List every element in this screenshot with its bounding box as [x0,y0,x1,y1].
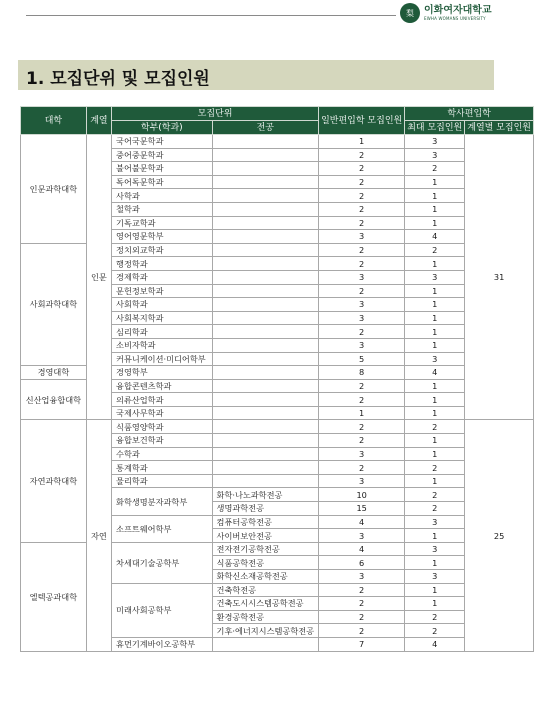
major-cell [212,366,319,380]
department-cell: 경제학과 [112,270,212,284]
major-cell: 건축도시시스템공학전공 [212,597,319,611]
department-cell: 사학과 [112,189,212,203]
major-cell [212,175,319,189]
max-quota-cell: 1 [405,284,465,298]
major-cell [212,447,319,461]
max-quota-cell: 1 [405,216,465,230]
university-logo [400,3,492,23]
major-cell [212,637,319,651]
department-cell: 수학과 [112,447,212,461]
general-quota-cell: 7 [319,637,405,651]
field-total-cell: 31 [465,135,534,420]
max-quota-cell: 3 [405,515,465,529]
college-cell: 엘텍공과대학 [21,542,87,651]
department-cell: 미래사회공학부 [112,583,212,637]
table-row [21,420,534,434]
major-cell: 사이버보안전공 [212,529,319,543]
department-cell: 철학과 [112,202,212,216]
department-cell: 행정학과 [112,257,212,271]
section-title-bar [18,60,494,90]
major-cell [212,298,319,312]
header-rule [26,15,396,16]
department-cell: 소비자학과 [112,338,212,352]
general-quota-cell: 1 [319,406,405,420]
header-general-transfer: 일반편입학 모집인원 [319,107,405,135]
header-bachelor-transfer: 학사편입학 [405,107,534,121]
header-field-quota: 계열별 모집인원 [465,121,534,135]
general-quota-cell: 2 [319,175,405,189]
header-department: 학부(학과) [112,121,212,135]
header-max-quota: 최대 모집인원 [405,121,465,135]
general-quota-cell: 4 [319,542,405,556]
general-quota-cell: 3 [319,447,405,461]
department-cell: 불어불문학과 [112,162,212,176]
general-quota-cell: 2 [319,610,405,624]
major-cell: 전자전기공학전공 [212,542,319,556]
max-quota-cell: 2 [405,624,465,638]
major-cell: 환경공학전공 [212,610,319,624]
max-quota-cell: 1 [405,175,465,189]
max-quota-cell: 1 [405,406,465,420]
general-quota-cell: 6 [319,556,405,570]
general-quota-cell: 2 [319,162,405,176]
major-cell [212,311,319,325]
general-quota-cell: 3 [319,230,405,244]
section-title: 1. 모집단위 및 모집인원 [26,69,210,89]
department-cell: 차세대기술공학부 [112,542,212,583]
max-quota-cell: 1 [405,325,465,339]
major-cell [212,420,319,434]
general-quota-cell: 2 [319,379,405,393]
major-cell [212,148,319,162]
seal-icon: 梨 [400,3,420,23]
general-quota-cell: 2 [319,325,405,339]
max-quota-cell: 1 [405,311,465,325]
major-cell [212,135,319,149]
department-cell: 문헌정보학과 [112,284,212,298]
max-quota-cell: 1 [405,556,465,570]
max-quota-cell: 1 [405,298,465,312]
general-quota-cell: 3 [319,270,405,284]
max-quota-cell: 2 [405,610,465,624]
department-cell: 국어국문학과 [112,135,212,149]
department-cell: 커뮤니케이션·미디어학부 [112,352,212,366]
major-cell [212,474,319,488]
general-quota-cell: 10 [319,488,405,502]
max-quota-cell: 2 [405,420,465,434]
general-quota-cell: 2 [319,393,405,407]
college-cell: 신산업융합대학 [21,379,87,420]
max-quota-cell: 1 [405,393,465,407]
max-quota-cell: 2 [405,488,465,502]
header-major: 전공 [212,121,319,135]
major-cell [212,338,319,352]
max-quota-cell: 1 [405,257,465,271]
major-cell: 화학·나노과학전공 [212,488,319,502]
field-total-cell: 25 [465,420,534,651]
max-quota-cell: 1 [405,338,465,352]
department-cell: 의류산업학과 [112,393,212,407]
department-cell: 영어영문학부 [112,230,212,244]
general-quota-cell: 2 [319,434,405,448]
general-quota-cell: 2 [319,420,405,434]
general-quota-cell: 15 [319,502,405,516]
table-row [21,135,534,149]
max-quota-cell: 1 [405,379,465,393]
logo-english: EWHA WOMANS UNIVERSITY [424,15,486,21]
max-quota-cell: 2 [405,243,465,257]
department-cell: 화학생명분자과학부 [112,488,212,515]
major-cell [212,230,319,244]
general-quota-cell: 2 [319,257,405,271]
max-quota-cell: 1 [405,202,465,216]
department-cell: 식품영양학과 [112,420,212,434]
general-quota-cell: 2 [319,243,405,257]
department-cell: 기독교학과 [112,216,212,230]
admission-quota-table [20,106,534,652]
max-quota-cell: 3 [405,148,465,162]
general-quota-cell: 2 [319,284,405,298]
major-cell [212,379,319,393]
general-quota-cell: 2 [319,597,405,611]
header-field: 계열 [86,107,111,135]
major-cell [212,406,319,420]
general-quota-cell: 1 [319,135,405,149]
max-quota-cell: 1 [405,529,465,543]
general-quota-cell: 2 [319,189,405,203]
field-cell: 자연 [86,420,111,651]
department-cell: 사회복지학과 [112,311,212,325]
max-quota-cell: 3 [405,135,465,149]
college-cell: 경영대학 [21,366,87,380]
general-quota-cell: 3 [319,570,405,584]
major-cell: 컴퓨터공학전공 [212,515,319,529]
major-cell: 생명과학전공 [212,502,319,516]
general-quota-cell: 2 [319,624,405,638]
major-cell [212,284,319,298]
general-quota-cell: 4 [319,515,405,529]
max-quota-cell: 1 [405,189,465,203]
general-quota-cell: 3 [319,474,405,488]
department-cell: 소프트웨어학부 [112,515,212,542]
major-cell [212,325,319,339]
max-quota-cell: 4 [405,230,465,244]
major-cell [212,202,319,216]
major-cell: 건축학전공 [212,583,319,597]
max-quota-cell: 3 [405,542,465,556]
department-cell: 심리학과 [112,325,212,339]
college-cell: 사회과학대학 [21,243,87,365]
general-quota-cell: 2 [319,216,405,230]
max-quota-cell: 1 [405,583,465,597]
general-quota-cell: 8 [319,366,405,380]
general-quota-cell: 3 [319,529,405,543]
major-cell [212,352,319,366]
max-quota-cell: 1 [405,474,465,488]
department-cell: 경영학부 [112,366,212,380]
header-unit: 모집단위 [112,107,319,121]
major-cell [212,270,319,284]
major-cell [212,393,319,407]
college-cell: 자연과학대학 [21,420,87,542]
major-cell [212,216,319,230]
max-quota-cell: 3 [405,270,465,284]
general-quota-cell: 2 [319,148,405,162]
max-quota-cell: 3 [405,570,465,584]
major-cell: 기후·에너지시스템공학전공 [212,624,319,638]
max-quota-cell: 1 [405,597,465,611]
major-cell [212,189,319,203]
general-quota-cell: 2 [319,461,405,475]
department-cell: 융합보건학과 [112,434,212,448]
logo-korean: 이화여자대학교 [424,4,492,16]
max-quota-cell: 2 [405,502,465,516]
max-quota-cell: 4 [405,637,465,651]
department-cell: 정치외교학과 [112,243,212,257]
max-quota-cell: 1 [405,447,465,461]
department-cell: 국제사무학과 [112,406,212,420]
department-cell: 휴먼기계바이오공학부 [112,637,212,651]
college-cell: 인문과학대학 [21,135,87,244]
max-quota-cell: 2 [405,461,465,475]
major-cell: 화학신소재공학전공 [212,570,319,584]
max-quota-cell: 4 [405,366,465,380]
department-cell: 융합콘텐츠학과 [112,379,212,393]
department-cell: 중어중문학과 [112,148,212,162]
major-cell [212,162,319,176]
major-cell [212,243,319,257]
department-cell: 사회학과 [112,298,212,312]
header-college: 대학 [21,107,87,135]
general-quota-cell: 2 [319,583,405,597]
department-cell: 독어독문학과 [112,175,212,189]
major-cell [212,461,319,475]
field-cell: 인문 [86,135,111,420]
major-cell [212,257,319,271]
general-quota-cell: 3 [319,298,405,312]
max-quota-cell: 1 [405,434,465,448]
general-quota-cell: 5 [319,352,405,366]
major-cell: 식품공학전공 [212,556,319,570]
general-quota-cell: 3 [319,311,405,325]
major-cell [212,434,319,448]
department-cell: 통계학과 [112,461,212,475]
max-quota-cell: 2 [405,162,465,176]
department-cell: 물리학과 [112,474,212,488]
general-quota-cell: 3 [319,338,405,352]
max-quota-cell: 3 [405,352,465,366]
general-quota-cell: 2 [319,202,405,216]
